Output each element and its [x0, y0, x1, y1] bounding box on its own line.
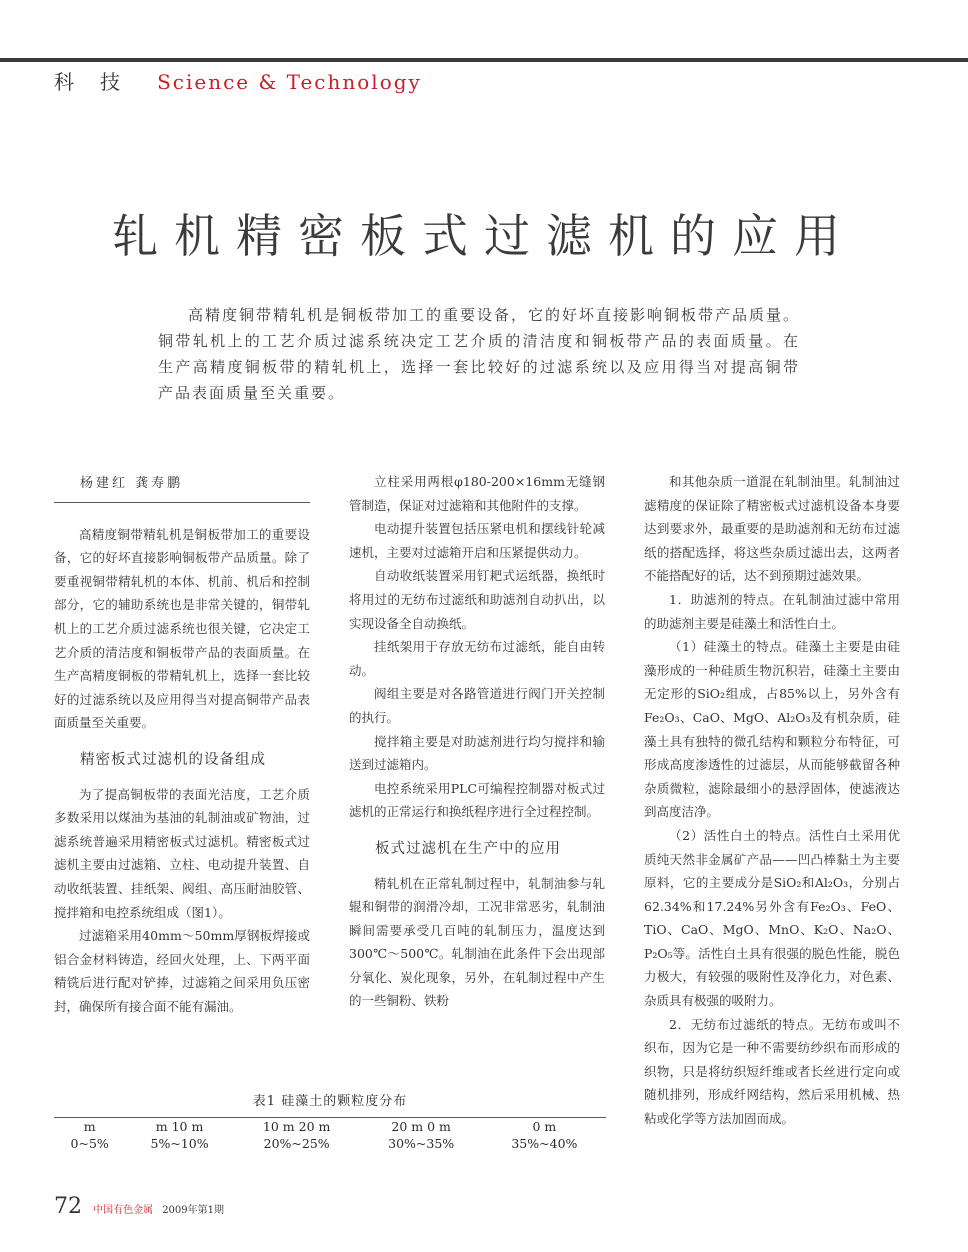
table-cell: 20%~25% [263, 1136, 330, 1151]
body-paragraph: 电控系统采用PLC可编程控制器对板式过滤机的正常运行和换纸程序进行全过程控制。 [349, 780, 605, 820]
body-paragraph: 自动收纸装置采用钉耙式运纸器，换纸时将用过的无纺布过滤纸和助滤剂自动扒出，以实现设备全自动换纸。 [349, 568, 605, 631]
body-paragraph: 和其他杂质一道混在轧制油里。轧制油过滤精度的保证除了精密板式过滤机设备本身要达到要求外，最重要的是助滤剂和无纺布过滤纸的搭配选择，将这些杂质过滤出去，这两者不能搭配好的话，达不到预期过滤效果。 [644, 474, 900, 584]
column-2 [349, 470, 605, 1013]
table-header-cell: 20 m 0 m [391, 1119, 451, 1134]
body-paragraph: 立柱采用两根φ180-200×16mm无缝钢管制造，保证对过滤箱和其他附件的支撑。 [349, 474, 605, 513]
body-paragraph: 挂纸架用于存放无纺布过滤纸，能自由转动。 [349, 639, 605, 678]
column-1 [54, 470, 310, 1018]
header-rule [0, 58, 968, 62]
article-title: 轧机精密板式过滤机的应用 [112, 209, 856, 263]
table-cell: 0~5% [70, 1136, 109, 1151]
table-caption: 表1 硅藻土的颗粒度分布 [252, 1094, 408, 1109]
body-paragraph: 为了提高铜板带的表面光洁度，工艺介质多数采用以煤油为基油的轧制油或矿物油，过滤系统普遍采用精密板式过滤机。精密板式过滤机主要由过滤箱、立柱、电动提升装置、自动收纸装置、挂纸架、阀组、高压耐油胶管、搅拌箱和电控系统组成（图1）。 [54, 786, 310, 920]
journal-name: 中国有色金属 [93, 1205, 154, 1216]
section-label-en: Science & Technology [157, 70, 422, 94]
body-paragraph: 2．无纺布过滤纸的特点。无纺布或叫不织布，因为它是一种不需要纺纱织布而形成的织物，只是将纺织短纤维或者长丝进行定向或随机排列，形成纤网结构，然后采用机械、热粘或化学等方法加固而成。 [644, 1016, 900, 1127]
table-header-cell: 10 m 20 m [262, 1119, 331, 1134]
table-cell: 5%~10% [150, 1136, 209, 1151]
table-header-cell: m [83, 1119, 96, 1134]
article-abstract: 高精度铜带精轧机是铜板带加工的重要设备，它的好坏直接影响铜板带产品质量。铜带轧机上的工艺介质过滤系统决定工艺介质的清洁度和铜板带产品的表面质量。在生产高精度铜板带的精轧机上，选择一套比较好的过滤系统以及应用得当对提高铜带产品表面质量至关重要。 [158, 306, 801, 402]
table-cell: 35%~40% [511, 1136, 578, 1151]
table-header-cell: m 10 m [155, 1119, 204, 1134]
section-header [54, 66, 422, 95]
page-number: 72 [54, 1194, 82, 1219]
body-paragraph: 阀组主要是对各路管道进行阀门开关控制的执行。 [349, 686, 605, 725]
journal-issue: 2009年第1期 [162, 1205, 224, 1216]
body-paragraph: 1．助滤剂的特点。在轧制油过滤中常用的助滤剂主要是硅藻土和活性白土。 [644, 591, 900, 631]
particle-size-table [54, 1090, 606, 1152]
body-paragraph: 过滤箱采用40mm～50mm厚钢板焊接或铝合金材料铸造，经回火处理，上、下两平面精铣后进行配对铲捧，过滤箱之间采用负压密封，确保所有接合面不能有漏油。 [54, 928, 310, 1014]
table-row [54, 1135, 606, 1152]
data-table [54, 1118, 606, 1152]
table-cell: 30%~35% [388, 1136, 455, 1151]
table-header-row [54, 1118, 606, 1135]
body-paragraph: （2）活性白土的特点。活性白土采用优质纯天然非金属矿产品——凹凸棒黏土为主要原料，它的主要成分是SiO₂和Al₂O₃，分别占62.34%和17.24%另外含有Fe₂O₃、FeO、TiO、CaO、MgO、MnO、K₂O、Na₂O、P₂O₅等。活性白土具有很强的脱色性能，脱色力极大，有较强的吸附性及净化力，对色素、杂质具有极强的吸附力。 [644, 827, 900, 1009]
body-paragraph: 精轧机在正常轧制过程中，轧制油参与轧辊和铜带的润滑冷却，工况非常恶劣，轧制油瞬间需要承受几百吨的轧制压力，温度达到300℃～500℃。轧制油在此条件下会出现部分氧化、炭化现象，另外，在轧制过程中产生的一些铜粉、铁粉 [349, 875, 605, 1009]
column-3 [644, 470, 900, 1131]
section-label-cn: 科技 [54, 70, 146, 94]
body-paragraph: 搅拌箱主要是对助滤剂进行均匀搅拌和输送到过滤箱内。 [349, 733, 605, 773]
page-footer [54, 1194, 224, 1219]
body-paragraph: （1）硅藻土的特点。硅藻土主要是由硅藻形成的一种硅质生物沉积岩，硅藻土主要由无定形的SiO₂组成，占85%以上，另外含有Fe₂O₃、CaO、MgO、Al₂O₃及有机杂质，硅藻土具有独特的微孔结构和颗粒分布特征，可形成高度渗透性的过滤层，从而能够截留各种杂质微粒，滤除最细小的悬浮固体，使滤液达到高度洁净。 [644, 639, 900, 820]
intro-paragraph: 高精度铜带精轧机是铜板带加工的重要设备，它的好坏直接影响铜板带产品质量。除了要重视铜带精轧机的本体、机前、机后和控制部分，它的辅助系统也是非常关键的，铜带轧机上的工艺介质过滤系统也很关键，它决定工艺介质的清洁度和铜板带产品的表面质量。在生产高精度铜板的带精轧机上，选择一套比较好的过滤系统以及应用得当对提高铜带产品表面质量至关重要。 [54, 526, 310, 731]
authors: 杨建红 龚寿鹏 [54, 470, 310, 503]
body-paragraph: 电动提升装置包括压紧电机和摆线针轮减速机，主要对过滤箱开启和压紧提供动力。 [349, 521, 605, 560]
section-heading: 精密板式过滤机的设备组成 [80, 751, 266, 768]
table-header-cell: 0 m [532, 1119, 557, 1134]
section-heading: 板式过滤机在生产中的应用 [375, 840, 561, 857]
